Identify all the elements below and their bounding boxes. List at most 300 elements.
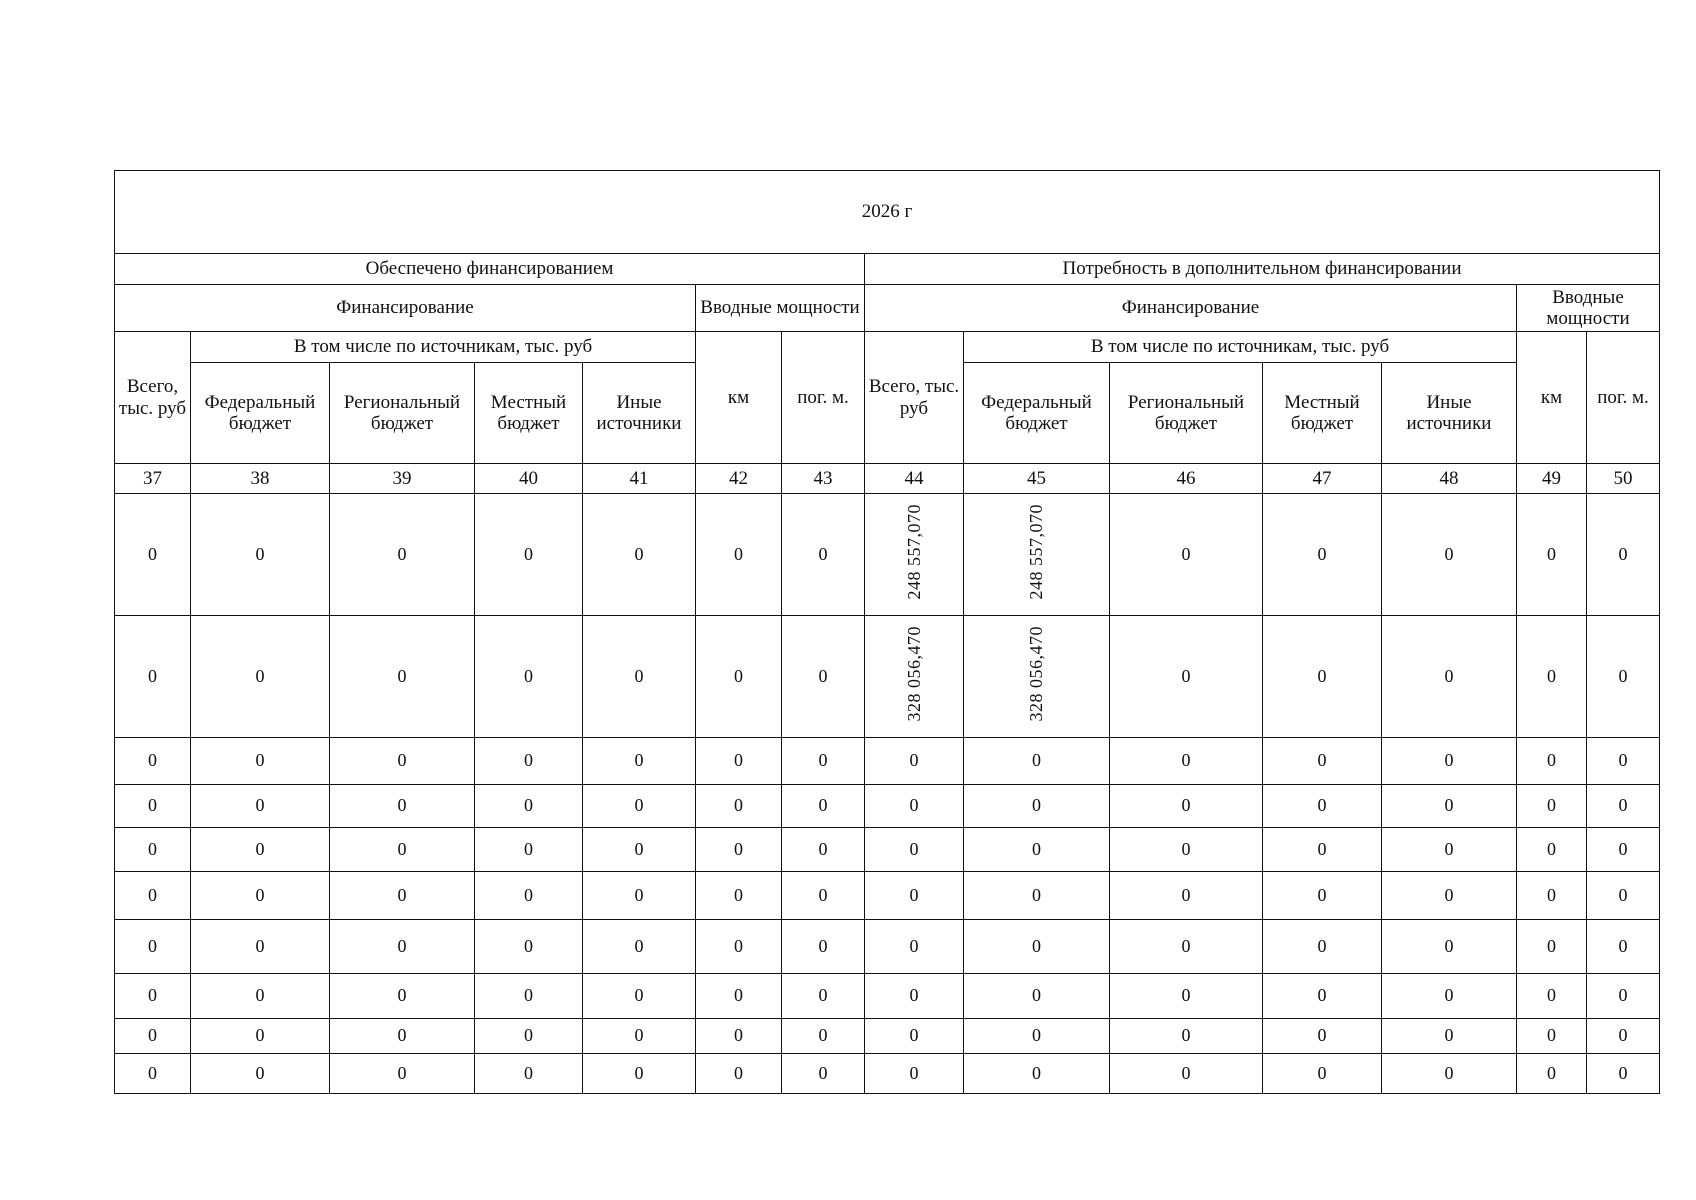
- cell-value: 0: [1317, 543, 1327, 564]
- table-cell: [191, 616, 330, 738]
- table-cell: [583, 872, 696, 920]
- cell-value: 0: [1444, 884, 1454, 905]
- capacity-header-right: Вводные мощности: [1517, 285, 1660, 332]
- table-cell: [865, 494, 964, 616]
- cell-value: 0: [909, 1025, 919, 1046]
- cell-value: 0: [1547, 838, 1556, 859]
- secured-financing-header: Обеспечено финансированием: [115, 254, 865, 285]
- regional-header-right: Региональный бюджет: [1110, 363, 1263, 464]
- cell-value: 0: [1444, 935, 1454, 956]
- cell-value: 0: [1181, 543, 1191, 564]
- cell-value: 0: [255, 795, 265, 816]
- table-row: [115, 1054, 1660, 1094]
- cell-value: 0: [1444, 750, 1454, 771]
- cell-value: 0: [818, 985, 828, 1006]
- km-header-right: км: [1517, 332, 1587, 464]
- cell-value: 0: [1032, 935, 1041, 956]
- cell-value: 0: [1547, 795, 1556, 816]
- table-cell: [583, 974, 696, 1019]
- cell-value: 0: [1032, 1025, 1041, 1046]
- table-cell: [865, 872, 964, 920]
- cell-value: 0: [634, 750, 644, 771]
- cell-value: 0: [1547, 985, 1556, 1006]
- table-cell: [1517, 1054, 1587, 1094]
- financing-header-right: Финансирование: [865, 285, 1517, 332]
- table-cell: [865, 785, 964, 828]
- cell-value: 0: [1618, 795, 1628, 816]
- table-cell: [115, 1054, 191, 1094]
- cell-value: 0: [1032, 985, 1041, 1006]
- table-cell: [1110, 1054, 1263, 1094]
- table-cell: [1110, 785, 1263, 828]
- table-cell: [1382, 1054, 1517, 1094]
- table-cell: [1587, 872, 1660, 920]
- cell-value: 0: [524, 795, 533, 816]
- table-cell: [696, 828, 782, 872]
- table-cell: [191, 785, 330, 828]
- km-header-left: км: [696, 332, 782, 464]
- table-cell: [696, 872, 782, 920]
- table-cell: [865, 1054, 964, 1094]
- cell-value: 0: [397, 985, 407, 1006]
- table-cell: [964, 920, 1110, 974]
- cell-value: 0: [1317, 985, 1327, 1006]
- cell-value: 0: [734, 884, 743, 905]
- table-cell: [115, 738, 191, 785]
- cell-value: 0: [524, 985, 533, 1006]
- table-cell: [782, 1054, 865, 1094]
- column-number: 50: [1587, 464, 1660, 494]
- table-cell: [191, 494, 330, 616]
- table-cell: [475, 872, 583, 920]
- table-cell: [964, 494, 1110, 616]
- cell-value: 0: [909, 884, 919, 905]
- additional-financing-need-header: Потребность в дополнительном финансировании: [865, 254, 1660, 285]
- capacity-header-left: Вводные мощности: [696, 285, 865, 332]
- table-cell: [696, 920, 782, 974]
- cell-value: 0: [909, 1062, 919, 1083]
- table-cell: [191, 828, 330, 872]
- cell-value: 0: [1444, 1062, 1454, 1083]
- table-cell: [330, 1019, 475, 1054]
- table-cell: [583, 616, 696, 738]
- cell-value: 0: [255, 665, 265, 686]
- table-cell: [782, 785, 865, 828]
- cell-value: 0: [1618, 1062, 1628, 1083]
- table-cell: [1110, 974, 1263, 1019]
- cell-value: 0: [734, 838, 743, 859]
- table-cell: [1110, 920, 1263, 974]
- year-header: 2026 г: [115, 171, 1660, 254]
- table-row: [115, 920, 1660, 974]
- column-number: 41: [583, 464, 696, 494]
- table-cell: [583, 738, 696, 785]
- table-cell: [475, 616, 583, 738]
- table-cell: [583, 920, 696, 974]
- table-cell: [191, 920, 330, 974]
- table-cell: [1263, 1054, 1382, 1094]
- table-cell: [115, 494, 191, 616]
- table-row: [115, 494, 1660, 616]
- table-cell: [782, 974, 865, 1019]
- table-cell: [696, 1019, 782, 1054]
- cell-value: 0: [1317, 795, 1327, 816]
- column-number-row: [115, 464, 1660, 494]
- cell-value: 0: [1444, 543, 1454, 564]
- table-cell: [964, 1019, 1110, 1054]
- table-cell: [1517, 785, 1587, 828]
- table-cell: [475, 1054, 583, 1094]
- cell-value: 0: [148, 1062, 157, 1083]
- cell-value: 0: [524, 935, 533, 956]
- table-cell: [696, 616, 782, 738]
- cell-value: 0: [634, 935, 644, 956]
- table-row: [115, 828, 1660, 872]
- table-cell: [1263, 828, 1382, 872]
- table-cell: [1263, 1019, 1382, 1054]
- table-cell: [1382, 828, 1517, 872]
- cell-value: 0: [255, 1025, 265, 1046]
- cell-value: 0: [909, 795, 919, 816]
- table-cell: [330, 738, 475, 785]
- cell-value: 0: [1547, 935, 1556, 956]
- total-header-right: Всего, тыс. руб: [865, 332, 964, 464]
- column-number: 46: [1110, 464, 1263, 494]
- cell-value: 0: [1317, 1062, 1327, 1083]
- table-cell: [1263, 616, 1382, 738]
- financing-table-page: [114, 170, 1659, 1094]
- cell-value: 0: [818, 884, 828, 905]
- cell-value: 0: [397, 543, 407, 564]
- cell-value: 0: [148, 884, 157, 905]
- cell-value: 0: [1317, 884, 1327, 905]
- table-cell: [696, 1054, 782, 1094]
- table-cell: [782, 1019, 865, 1054]
- table-cell: [1587, 974, 1660, 1019]
- cell-value: 0: [148, 665, 157, 686]
- cell-value: 0: [397, 935, 407, 956]
- cell-value: 0: [1547, 750, 1556, 771]
- cell-value: 0: [818, 1062, 828, 1083]
- table-cell: [782, 872, 865, 920]
- cell-value: 0: [734, 935, 743, 956]
- cell-value: 0: [524, 1025, 533, 1046]
- cell-value: 0: [397, 795, 407, 816]
- cell-value: 0: [1547, 543, 1556, 564]
- cell-value: 0: [634, 543, 644, 564]
- table-cell: [475, 1019, 583, 1054]
- cell-value: 0: [818, 1025, 828, 1046]
- table-cell: [1110, 1019, 1263, 1054]
- cell-value: 0: [1444, 985, 1454, 1006]
- cell-value: 0: [1317, 665, 1327, 686]
- table-cell: [1110, 872, 1263, 920]
- table-cell: [1263, 785, 1382, 828]
- table-cell: [330, 828, 475, 872]
- table-cell: [115, 920, 191, 974]
- pog-m-header-left: пог. м.: [782, 332, 865, 464]
- cell-value: 0: [1032, 884, 1041, 905]
- table-cell: [191, 1019, 330, 1054]
- cell-value: 0: [1317, 1025, 1327, 1046]
- table-cell: [964, 1054, 1110, 1094]
- table-cell: [1517, 920, 1587, 974]
- cell-value: 0: [1181, 985, 1191, 1006]
- table-cell: [475, 974, 583, 1019]
- cell-value: 0: [1618, 935, 1628, 956]
- local-header-right: Местный бюджет: [1263, 363, 1382, 464]
- cell-value: 0: [818, 665, 828, 686]
- cell-value: 0: [148, 750, 157, 771]
- table-cell: [1517, 738, 1587, 785]
- table-cell: [330, 872, 475, 920]
- total-header-left: Всего, тыс. руб: [115, 332, 191, 464]
- cell-value: 0: [1547, 884, 1556, 905]
- table-cell: [1517, 494, 1587, 616]
- cell-value: 0: [1032, 795, 1041, 816]
- cell-value: 0: [634, 665, 644, 686]
- table-cell: [1587, 738, 1660, 785]
- table-cell: [782, 920, 865, 974]
- table-cell: [115, 785, 191, 828]
- cell-value: 0: [1317, 838, 1327, 859]
- cell-value: 0: [397, 750, 407, 771]
- local-header-left: Местный бюджет: [475, 363, 583, 464]
- table-cell: [782, 494, 865, 616]
- column-number: 42: [696, 464, 782, 494]
- cell-value: 0: [734, 1025, 743, 1046]
- column-number: 47: [1263, 464, 1382, 494]
- table-row: [115, 1019, 1660, 1054]
- financing-table: [114, 170, 1660, 1094]
- column-number: 45: [964, 464, 1110, 494]
- data-rows: [115, 494, 1660, 1094]
- cell-value: 0: [1547, 665, 1556, 686]
- table-cell: [782, 616, 865, 738]
- table-cell: [330, 920, 475, 974]
- table-cell: [964, 872, 1110, 920]
- cell-value: 0: [634, 838, 644, 859]
- cell-value: 0: [1444, 795, 1454, 816]
- table-cell: [583, 494, 696, 616]
- cell-value: 0: [255, 935, 265, 956]
- cell-value: 328 056,470: [903, 626, 924, 722]
- table-row: [115, 974, 1660, 1019]
- table-cell: [583, 1054, 696, 1094]
- table-cell: [191, 738, 330, 785]
- cell-value: 0: [148, 543, 157, 564]
- pog-m-header-right: пог. м.: [1587, 332, 1660, 464]
- cell-value: 0: [1444, 665, 1454, 686]
- table-cell: [1110, 738, 1263, 785]
- cell-value: 0: [1317, 935, 1327, 956]
- cell-value: 0: [1032, 1062, 1041, 1083]
- table-cell: [330, 785, 475, 828]
- cell-value: 0: [397, 1025, 407, 1046]
- table-cell: [865, 616, 964, 738]
- table-cell: [1382, 494, 1517, 616]
- cell-value: 0: [734, 665, 743, 686]
- column-number: 38: [191, 464, 330, 494]
- table-cell: [865, 920, 964, 974]
- table-cell: [964, 616, 1110, 738]
- table-cell: [1587, 1019, 1660, 1054]
- cell-value: 0: [255, 884, 265, 905]
- table-cell: [583, 785, 696, 828]
- table-cell: [115, 872, 191, 920]
- table-cell: [475, 494, 583, 616]
- cell-value: 0: [818, 935, 828, 956]
- table-cell: [1587, 785, 1660, 828]
- cell-value: 0: [634, 1062, 644, 1083]
- cell-value: 0: [255, 1062, 265, 1083]
- cell-value: 0: [524, 1062, 533, 1083]
- table-cell: [115, 974, 191, 1019]
- cell-value: 0: [148, 838, 157, 859]
- table-cell: [1110, 494, 1263, 616]
- cell-value: 0: [1181, 1025, 1191, 1046]
- column-number: 39: [330, 464, 475, 494]
- table-cell: [115, 616, 191, 738]
- cell-value: 0: [1181, 665, 1191, 686]
- cell-value: 0: [1181, 935, 1191, 956]
- table-cell: [1517, 974, 1587, 1019]
- cell-value: 0: [1032, 750, 1041, 771]
- cell-value: 0: [909, 838, 919, 859]
- cell-value: 0: [634, 795, 644, 816]
- financing-header-left: Финансирование: [115, 285, 696, 332]
- cell-value: 0: [148, 795, 157, 816]
- cell-value: 0: [1547, 1025, 1556, 1046]
- table-cell: [1382, 738, 1517, 785]
- table-cell: [1382, 785, 1517, 828]
- cell-value: 0: [734, 543, 743, 564]
- cell-value: 0: [255, 985, 265, 1006]
- cell-value: 0: [1618, 665, 1628, 686]
- cell-value: 0: [818, 838, 828, 859]
- cell-value: 0: [1444, 1025, 1454, 1046]
- column-number: 48: [1382, 464, 1517, 494]
- cell-value: 0: [524, 838, 533, 859]
- cell-value: 0: [1032, 838, 1041, 859]
- cell-value: 0: [148, 985, 157, 1006]
- table-cell: [1382, 872, 1517, 920]
- table-cell: [475, 785, 583, 828]
- other-header-left: Иные источники: [583, 363, 696, 464]
- cell-value: 0: [1547, 1062, 1556, 1083]
- cell-value: 0: [255, 838, 265, 859]
- cell-value: 0: [524, 750, 533, 771]
- cell-value: 0: [148, 935, 157, 956]
- table-cell: [1382, 616, 1517, 738]
- table-cell: [1587, 1054, 1660, 1094]
- cell-value: 0: [397, 665, 407, 686]
- table-cell: [330, 1054, 475, 1094]
- cell-value: 0: [1618, 985, 1628, 1006]
- regional-header-left: Региональный бюджет: [330, 363, 475, 464]
- table-cell: [330, 616, 475, 738]
- cell-value: 0: [397, 884, 407, 905]
- other-header-right: Иные источники: [1382, 363, 1517, 464]
- cell-value: 0: [734, 985, 743, 1006]
- table-cell: [1263, 974, 1382, 1019]
- cell-value: 0: [818, 543, 828, 564]
- table-cell: [865, 1019, 964, 1054]
- table-cell: [964, 974, 1110, 1019]
- cell-value: 0: [909, 935, 919, 956]
- table-cell: [696, 785, 782, 828]
- cell-value: 0: [1618, 838, 1628, 859]
- table-cell: [1382, 974, 1517, 1019]
- cell-value: 0: [634, 884, 644, 905]
- table-cell: [115, 828, 191, 872]
- table-cell: [191, 1054, 330, 1094]
- table-cell: [1517, 872, 1587, 920]
- table-cell: [191, 974, 330, 1019]
- cell-value: 0: [397, 1062, 407, 1083]
- cell-value: 0: [524, 884, 533, 905]
- cell-value: 0: [1181, 750, 1191, 771]
- table-cell: [1263, 494, 1382, 616]
- table-cell: [583, 1019, 696, 1054]
- column-number: 49: [1517, 464, 1587, 494]
- cell-value: 0: [818, 795, 828, 816]
- cell-value: 0: [397, 838, 407, 859]
- table-cell: [1587, 494, 1660, 616]
- table-cell: [1587, 920, 1660, 974]
- table-row: [115, 616, 1660, 738]
- cell-value: 0: [1181, 1062, 1191, 1083]
- column-number: 40: [475, 464, 583, 494]
- table-cell: [475, 738, 583, 785]
- table-cell: [475, 920, 583, 974]
- cell-value: 0: [909, 985, 919, 1006]
- cell-value: 0: [818, 750, 828, 771]
- cell-value: 0: [255, 543, 265, 564]
- table-cell: [1587, 828, 1660, 872]
- cell-value: 0: [1317, 750, 1327, 771]
- table-cell: [964, 785, 1110, 828]
- table-cell: [1110, 828, 1263, 872]
- column-number: 37: [115, 464, 191, 494]
- table-cell: [1110, 616, 1263, 738]
- table-cell: [115, 1019, 191, 1054]
- cell-value: 0: [1618, 1025, 1628, 1046]
- cell-value: 0: [1618, 543, 1628, 564]
- cell-value: 0: [1181, 838, 1191, 859]
- table-cell: [1263, 872, 1382, 920]
- table-cell: [1517, 1019, 1587, 1054]
- table-cell: [1263, 920, 1382, 974]
- table-cell: [1382, 920, 1517, 974]
- table-cell: [191, 872, 330, 920]
- cell-value: 0: [634, 1025, 644, 1046]
- table-cell: [583, 828, 696, 872]
- table-cell: [696, 974, 782, 1019]
- cell-value: 0: [1181, 795, 1191, 816]
- table-cell: [865, 738, 964, 785]
- table-row: [115, 872, 1660, 920]
- cell-value: 0: [1618, 884, 1628, 905]
- table-cell: [964, 828, 1110, 872]
- cell-value: 248 557,070: [903, 504, 924, 600]
- table-cell: [475, 828, 583, 872]
- table-row: [115, 738, 1660, 785]
- cell-value: 0: [909, 750, 919, 771]
- cell-value: 0: [634, 985, 644, 1006]
- cell-value: 0: [734, 795, 743, 816]
- federal-header-right: Федеральный бюджет: [964, 363, 1110, 464]
